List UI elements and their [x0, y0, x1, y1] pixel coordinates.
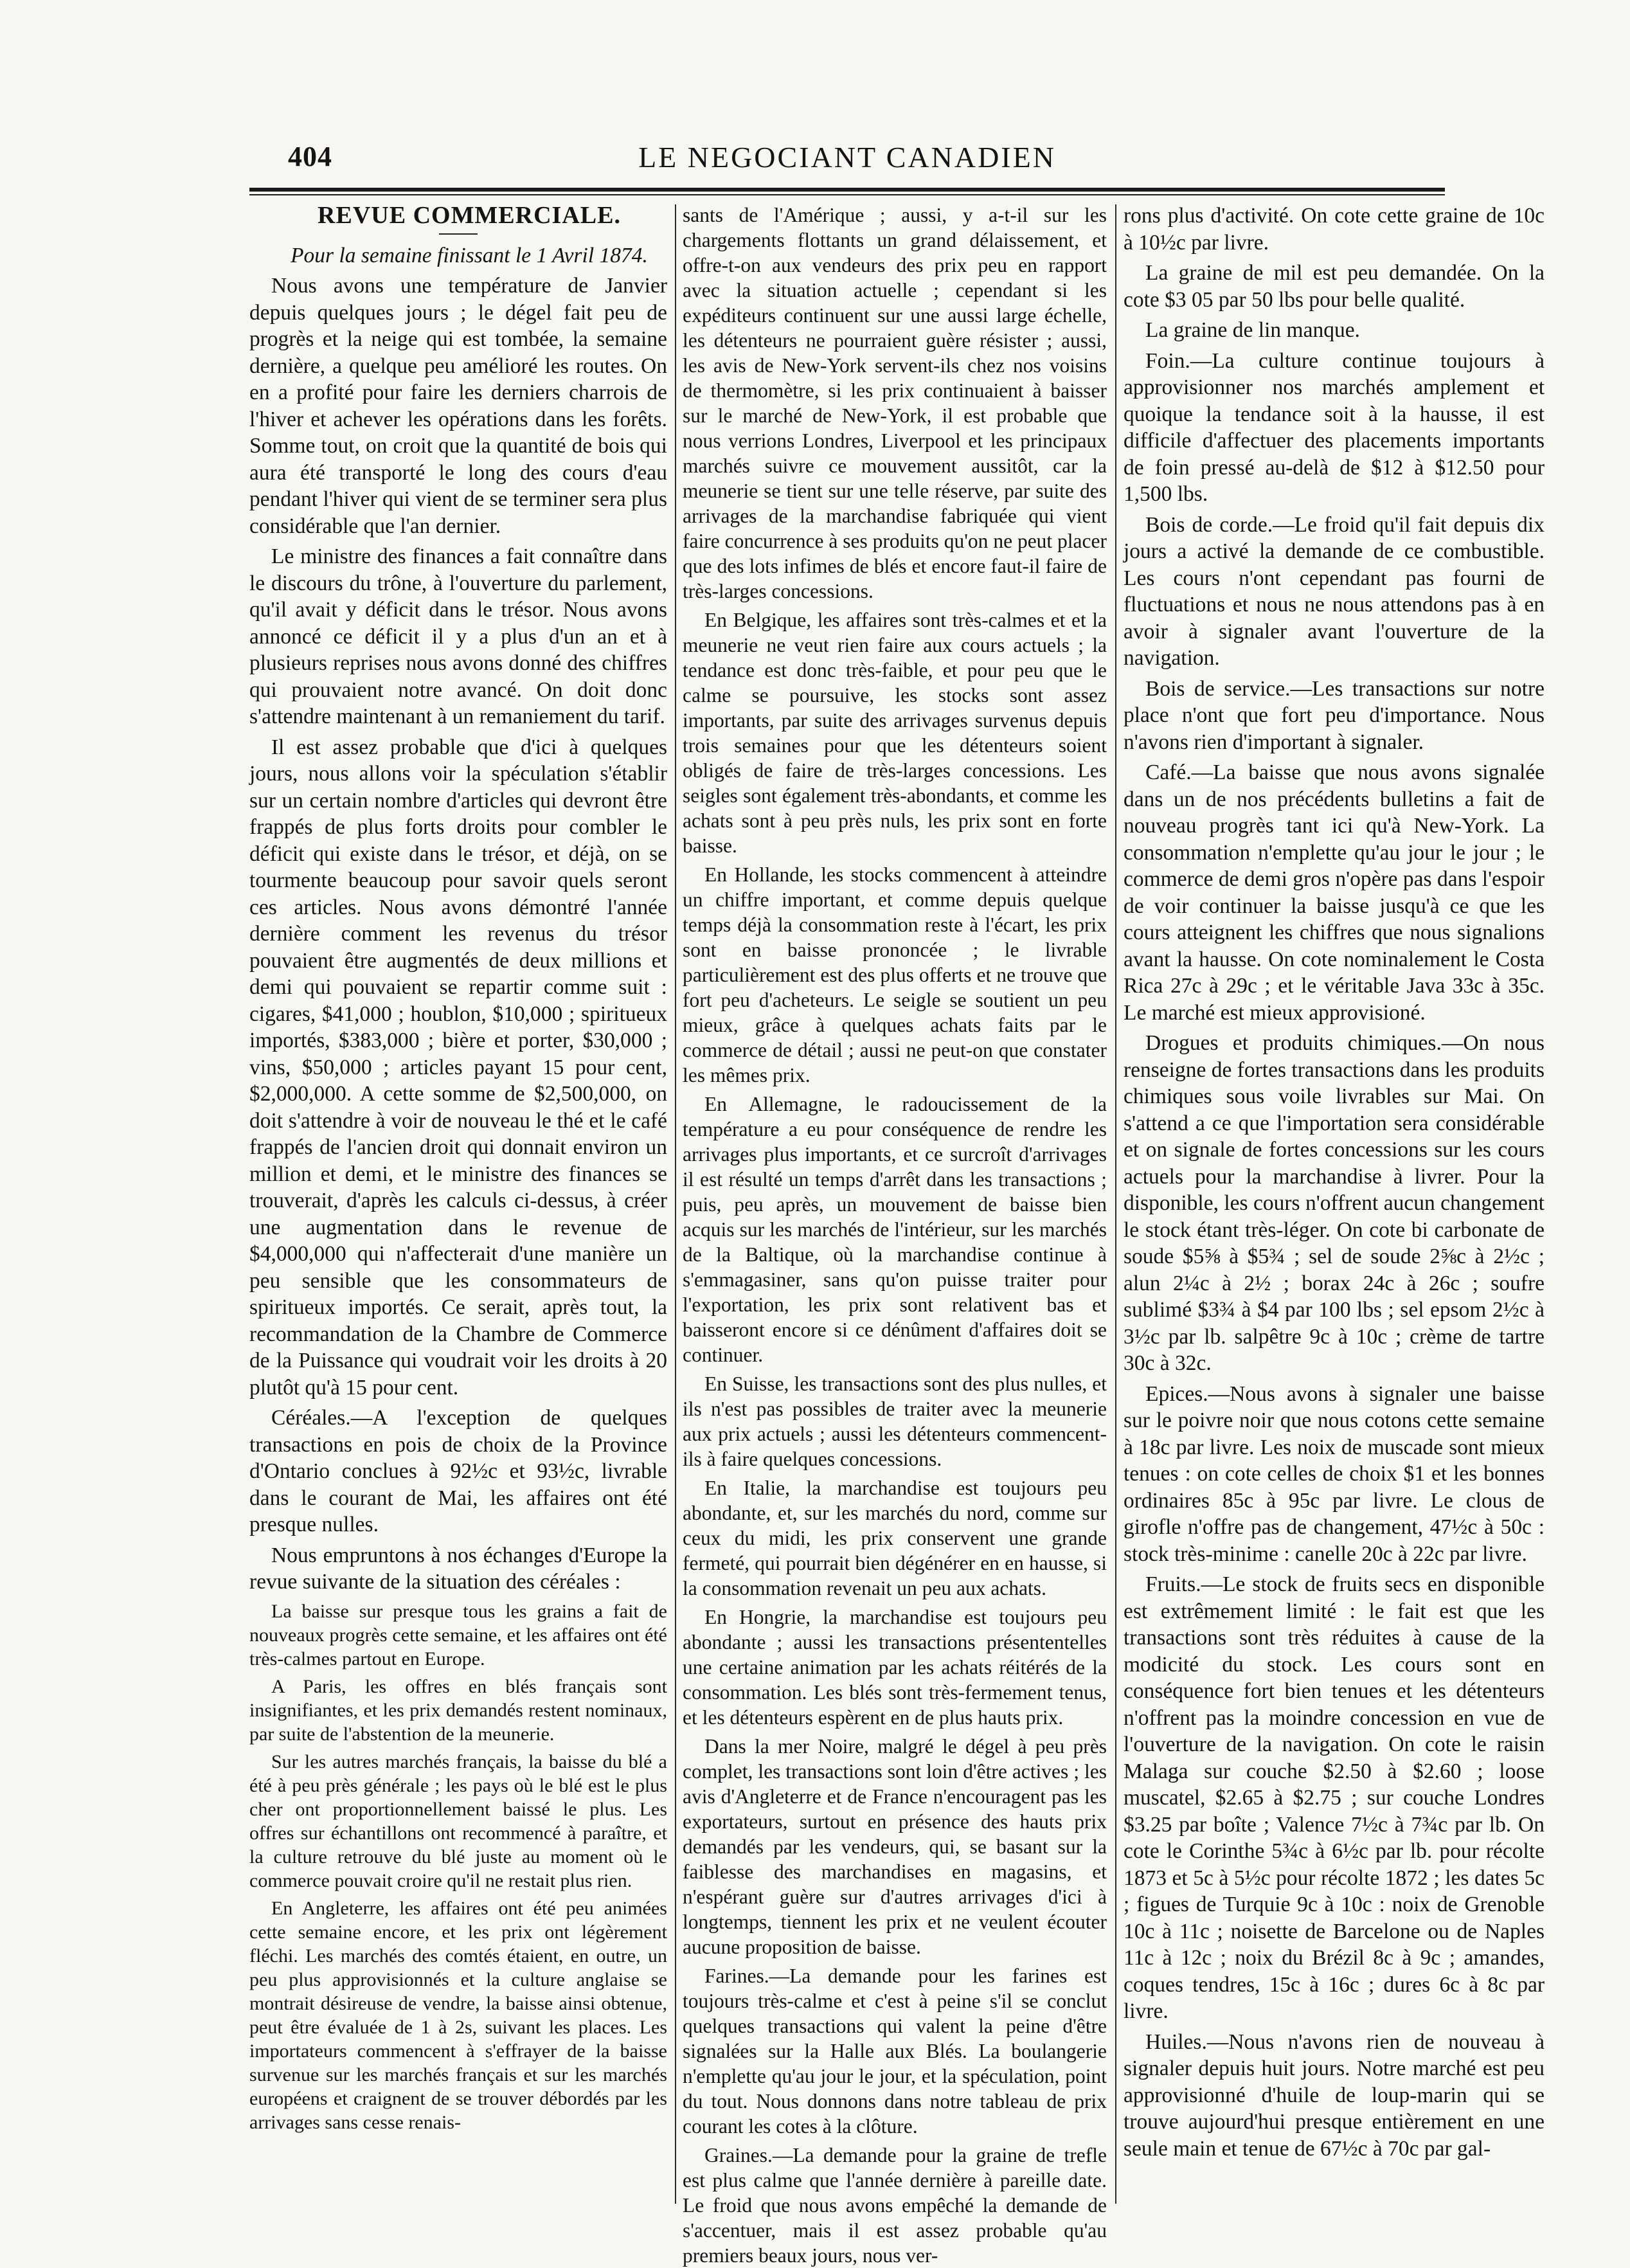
- paragraph: Farines.—La demande pour les farines est toujours très-calme et c'est à peine s'il se conclut quelques transactions qui valent la peine d'être signalées sur la Halle aux Blés. La boulangerie n'emplette qu'au jour le jour, et la spéculation, point du tout. Nous donnons dans notre tableau de prix courant les cotes à la clôture.: [683, 1965, 1107, 2138]
- paragraph: Epices.—Nous avons à signaler une baisse sur le poivre noir que nous cotons cette semaine à 18c par livre. Les noix de muscade sont mieux tenues : on cote celles de choix $1 et les bonnes ordinaires 85c à 95c par livre. Le clous de girofle n'offre pas de changement, 47½c à 50c : stock très-minime : canelle 20c à 22c par livre.: [1124, 1382, 1545, 1566]
- paragraph: Fruits.—Le stock de fruits secs en disponible est extrêmement limité : le fait est que les transactions sont très réduites à cause de la modicité du stock. Les cours sont en conséquence fort bien tenues et les détenteurs n'offrent pas la moindre concession en vue de l'ouverture de la navigation. On cote le raisin Malaga sur couche $2.50 à $2.60 ; loose muscatel, $2.65 à $2.75 ; sur couche Londres $3.25 par boîte ; Valence 7½c à 7¾c par lb. On cote le Corinthe 5¾c à 6½c par lb. pour récolte 1873 et 5c à 5½c pour récolte 1872 ; les dates 5c ; figues de Turquie 9c à 10c : noix de Grenoble 10c à 11c ; noisette de Barcelone ou de Naples 11c à 12c ; noix du Brézil 8c à 9c ; amandes, coques tendres, 15c à 16c ; dures 6c à 8c par livre.: [1124, 1572, 1545, 2023]
- paragraph: En Angleterre, les affaires ont été peu animées cette semaine encore, et les prix ont légèrement fléchi. Les marchés des comtés étaient, en outre, un peu plus approvisionnés et la culture anglaise se montrait désireuse de vendre, la baisse ainsi obtenue, peut être évaluée de 1 à 2s, suivant les places. Les importateurs commencent à s'effrayer de la baisse survenue sur les marchés français et sur les marchés européens et craignent de se trouver débordés par les arrivages sans cesse renais-: [249, 1897, 667, 2133]
- paragraph: Graines.—La demande pour la graine de trefle est plus calme que l'année dernière à pareille date. Le froid que nous avons empêché la demande de s'accentuer, mais il est assez probable qu'au premiers beaux jours, nous ver-: [683, 2144, 1107, 2267]
- paragraph: rons plus d'activité. On cote cette graine de 10c à 10½c par livre.: [1124, 204, 1545, 255]
- paragraph: Il est assez probable que d'ici à quelques jours, nous allons voir la spéculation s'établir sur un certain nombre d'articles qui devront être frappés de plus forts droits pour combler le déficit qui existe dans le trésor, et déjà, on se tourmente beaucoup pour savoir quels seront ces articles. Nous avons démontré l'année dernière comment les revenus du trésor pouvaient être augmentés de deux millions et demi qui pouvaient se repartir comme suit : cigares, $41,000 ; houblon, $10,000 ; spiritueux importés, $383,000 ; bière et porter, $30,000 ; vins, $50,000 ; articles payant 15 pour cent, $2,000,000. A cette somme de $2,500,000, on doit s'attendre à voir de nouveau le thé et le café frappés de l'ancien droit qui donnait environ un million et demi, et le ministre des finances se trouverait, d'après les calculs ci-dessus, à créer une augmentation dans le revenue de $4,000,000 qui n'affecterait d'une manière un peu sensible que les consommateurs de spiritueux importés. Ce serait, après tout, la recommandation de la Chambre de Commerce de la Puissance qui voudrait voir les droits à 20 plutôt qu'à 15 pour cent.: [249, 735, 667, 1400]
- paragraph: En Suisse, les transactions sont des plus nulles, et ils n'est pas possibles de traiter avec la meunerie aux prix actuels ; aussi les détenteurs commencent-ils à faire quelques concessions.: [683, 1372, 1107, 1470]
- page-header: [288, 140, 1406, 179]
- header-rule: [249, 188, 1445, 192]
- paragraph: En Hollande, les stocks commencent à atteindre un chiffre important, et comme depuis quelque temps déjà la consommation reste à l'écart, les prix sont en baisse prononcée ; le livrable particulièrement est des plus offerts et ne trouve que fort peu d'acheteurs. Le seigle se soutient un peu mieux, grâce à quelques achats faits par le commerce de détail ; aussi ne peut-on que constater les mêmes prix.: [683, 863, 1107, 1086]
- paragraph: Le ministre des finances a fait connaître dans le discours du trône, à l'ouverture du parlement, qu'il avait y déficit dans le trésor. Nous avons annoncé ce déficit il y a plus d'un an et à plusieurs reprises nous avons donné des chiffres qui prouvaient notre avancé. On doit donc s'attendre maintenant à un remaniement du tarif.: [249, 544, 667, 728]
- column-2: [683, 203, 1107, 2267]
- article-dateline: Pour la semaine finissant le 1 Avril 1874.: [291, 243, 648, 267]
- paragraph: La baisse sur presque tous les grains a fait de nouveaux progrès cette semaine, et les affaires ont été très-calmes partout en Europe.: [249, 1600, 667, 1670]
- article-title: REVUE COMMERCIALE.: [318, 202, 621, 229]
- paragraph: En Italie, la marchandise est toujours peu abondante, et, sur les marchés du nord, comme sur ceux du midi, les prix conservent une grande fermeté, qui pourrait bien dégénérer en en hausse, si la consommation revenait un peu aux achats.: [683, 1477, 1107, 1599]
- column-1: [249, 203, 667, 2208]
- paragraph: Drogues et produits chimiques.—On nous renseigne de fortes transactions dans les produits chimiques sous voile livrables sur Mai. On s'attend a ce que l'importation sera considérable et on signale de fortes concessions sur les cours actuels pour la marchandise à livrer. Pour la disponible, les cours n'offrent aucun changement le stock étant très-léger. On cote bi carbonate de soude $5⅝ à $5¾ ; sel de soude 2⅝c à 2½c ; alun 2¼c à 2½ ; borax 24c à 26c ; soufre sublimé $3¾ à $4 par 100 lbs ; sel epsom 2½c à 3½c par lb. salpêtre 9c à 10c ; crème de tartre 30c à 32c.: [1124, 1031, 1545, 1375]
- paragraph: La graine de lin manque.: [1145, 318, 1360, 342]
- paragraph: En Allemagne, le radoucissement de la température a eu pour conséquence de rendre les arrivages plus importants, et ce surcroît d'arrivages il est résulté un temps d'arrêt dans les transactions ; puis, peu après, un mouvement de baisse bien acquis sur les marchés de l'intérieur, sur les marchés de la Baltique, où la marchandise continue à s'emmagasiner, sans qu'on puisse traiter pour l'exportation, les prix sont relativent bas et baisseront encore si ce dénûment d'affaires doit se continuer.: [683, 1093, 1107, 1366]
- paragraph: Nous avons une température de Janvier depuis quelques jours ; le dégel fait peu de progrès et la neige qui est tombée, la semaine dernière, a quelque peu amélioré les routes. On en a profité pour faire les derniers charrois de l'hiver et achever les opérations dans les forêts. Somme tout, on croit que la quantité de bois qui aura été transporté le long des cours d'eau pendant l'hiver qui vient de se terminer sera plus considérable que l'an dernier.: [249, 274, 667, 538]
- journal-title: LE NEGOCIANT CANADIEN: [638, 141, 1056, 174]
- paragraph: En Hongrie, la marchandise est toujours peu abondante ; aussi les transactions présententelles une certaine animation par les achats réitérés de la consommation. Les blés sont très-fermement tenus, et les détenteurs espèrent en de plus hauts prix.: [683, 1606, 1107, 1729]
- page-number: 404: [288, 141, 332, 172]
- column-separator: [1115, 204, 1116, 2204]
- paragraph: sants de l'Amérique ; aussi, y a-t-il sur les chargements flottants un grand délaissement, et offre-t-on aux vendeurs des prix peu en rapport avec la situation actuelle ; cependant si les expéditeurs continuent sur une aussi large échelle, les détenteurs ne pourraient guère résister ; aussi, les avis de New-York servent-ils chez nos voisins de thermomètre, si les prix continuaient à baisser sur le marché de New-York, il est probable que nous verrions Londres, Liverpool et les principaux marchés suivre ce mouvement aussitôt, car la meunerie se tient sur une telle réserve, par suite des arrivages de la marchandise fabriquée qui vient faire concurrence à ses produits qu'on ne peut placer que des lots infimes de blés et encore faut-il faire de très-larges concessions.: [683, 204, 1107, 602]
- paragraph: Huiles.—Nous n'avons rien de nouveau à signaler depuis huit jours. Notre marché est peu approvisionné d'huile de loup-marin qui se trouve aujourd'hui presque entièrement en une seule main et tenue de 67½c à 70c par gal-: [1124, 2030, 1545, 2161]
- paragraph: Sur les autres marchés français, la baisse du blé a été à peu près générale ; les pays où le blé est le plus cher ont proportionnellement baissé le plus. Les offres sur échantillons ont recommencé à paraître, et la culture retrouve du blé juste au moment où le commerce pouvait croire qu'il ne restait plus rien.: [249, 1751, 667, 1891]
- column-separator: [675, 204, 676, 2204]
- column-3: [1124, 203, 1545, 2208]
- paragraph: A Paris, les offres en blés français sont insignifiantes, et les prix demandés restent nominaux, par suite de l'abstention de la meunerie.: [249, 1675, 667, 1745]
- paragraph: En Belgique, les affaires sont très-calmes et et la meunerie ne veut rien faire aux cours actuels ; la tendance est donc très-faible, et pour peu que le calme se poursuive, les stocks sont assez importants, par suite des arrivages survenus depuis trois semaines pour que les détenteurs soient obligés de faire de très-larges concessions. Les seigles sont également très-abondants, et comme les achats sont à peu près nuls, les prix sont en forte baisse.: [683, 609, 1107, 857]
- header-rule-thin: [249, 194, 1445, 195]
- paragraph: Dans la mer Noire, malgré le dégel à peu près complet, les transactions sont loin d'être actives ; les avis d'Angleterre et de France n'encouragent pas les exportateurs, surtout en présence des hauts prix demandés par les vendeurs, qui, se basant sur la faiblesse des marchandises en magasins, et n'espérant guère sur d'autres arrivages d'ici à longtemps, tiennent les prix et ne veulent écouter aucune proposition de baisse.: [683, 1735, 1107, 1958]
- paragraph: Bois de service.—Les transactions sur notre place n'ont que fort peu d'importance. Nous n'avons rien d'important à signaler.: [1124, 676, 1545, 754]
- title-rule: [439, 233, 478, 235]
- paragraph: Café.—La baisse que nous avons signalée dans un de nos précédents bulletins a fait de nouveau progrès tant ici qu'à New-York. La consommation n'emplette qu'au jour le jour ; le commerce de demi gros n'opère pas dans l'espoir de voir continuer la baisse jusqu'à ce que les cours atteignent les chiffres que nous signalions avant la hausse. On cote nominalement le Costa Rica 27c à 29c ; et le véritable Java 33c à 35c. Le marché est mieux approvisioné.: [1124, 760, 1545, 1025]
- paragraph: Nous empruntons à nos échanges d'Europe la revue suivante de la situation des céréales :: [249, 1543, 667, 1594]
- paragraph: Bois de corde.—Le froid qu'il fait depuis dix jours a activé la demande de ce combustible. Les cours n'ont cependant pas fourni de fluctuations et nous ne nous attendons pas à en avoir à signaler avant l'ouverture de la navigation.: [1124, 512, 1545, 670]
- paragraph: Foin.—La culture continue toujours à approvisionner nos marchés amplement et quoique la tendance soit à la hausse, il est difficile d'affectuer des placements importants de foin pressé au-delà de $12 à $12.50 pour 1,500 lbs.: [1124, 348, 1545, 506]
- paragraph: La graine de mil est peu demandée. On la cote $3 05 par 50 lbs pour belle qualité.: [1124, 261, 1545, 312]
- paragraph: Céréales.—A l'exception de quelques transactions en pois de choix de la Province d'Ontario conclues à 92½c et 93½c, livrable dans le courant de Mai, les affaires ont été presque nulles.: [249, 1406, 667, 1536]
